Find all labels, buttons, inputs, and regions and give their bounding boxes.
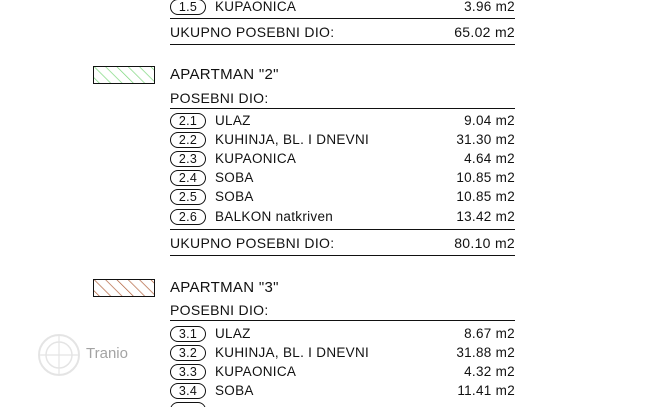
room-row: [170, 0, 515, 16]
room-name: KUHINJA, BL. I DNEVNI: [215, 132, 370, 147]
room-name: SOBA: [215, 170, 254, 185]
room-number-badge: 2.4: [170, 170, 206, 186]
divider: [170, 320, 515, 321]
room-area: 11.41 m2: [457, 383, 515, 398]
room-number-badge: 3.1: [170, 326, 206, 342]
room-number-badge: 2.6: [170, 209, 206, 225]
room-area: 4.64 m2: [464, 151, 515, 166]
room-area: 13.42 m2: [456, 209, 515, 224]
room-number-badge: 3.2: [170, 345, 206, 361]
total-label: UKUPNO POSEBNI DIO:: [170, 235, 335, 251]
room-name: ULAZ: [215, 113, 251, 128]
room-area: 31.30 m2: [456, 132, 515, 147]
apartment-2-title: APARTMAN "2": [170, 66, 279, 83]
room-area: 10.85 m2: [456, 170, 515, 185]
room-area: 3.96 m2: [464, 0, 515, 14]
room-name: SOBA: [215, 383, 254, 398]
watermark-logo-icon: [34, 332, 84, 378]
room-name: BALKON natkriven: [215, 209, 334, 224]
room-row: [170, 188, 515, 206]
divider: [170, 255, 515, 256]
room-row: [170, 150, 515, 168]
room-row: [170, 131, 515, 149]
room-number-badge: 1.5: [170, 0, 206, 15]
room-row: [170, 344, 515, 362]
room-area: 4.32 m2: [464, 364, 515, 379]
room-name: SOBA: [215, 189, 254, 204]
room-row: [170, 382, 515, 400]
room-row: [170, 169, 515, 187]
room-area: 9.04 m2: [464, 113, 515, 128]
room-number-badge: 2.3: [170, 151, 206, 167]
room-area: 10.85 m2: [456, 189, 515, 204]
watermark-text: Tranio: [86, 345, 128, 362]
room-number-badge: 3.3: [170, 364, 206, 380]
room-name: ULAZ: [215, 326, 251, 341]
total-value: 80.10 m2: [454, 235, 515, 251]
room-area: 8.67 m2: [464, 326, 515, 341]
room-area: 31.88 m2: [456, 345, 515, 360]
apartment-2-hatch-swatch: [93, 66, 155, 84]
room-row-cut-off: [170, 401, 515, 407]
room-number-badge: 3.4: [170, 383, 206, 399]
divider: [170, 18, 515, 19]
divider: [170, 229, 515, 230]
total-value: 65.02 m2: [454, 24, 515, 40]
room-number-badge: 2.2: [170, 132, 206, 148]
room-row: [170, 112, 515, 130]
room-name: KUPAONICA: [215, 151, 297, 166]
total-label: UKUPNO POSEBNI DIO:: [170, 24, 335, 40]
room-row: [170, 325, 515, 343]
apartment-3-subtitle: POSEBNI DIO:: [170, 302, 269, 318]
divider: [170, 108, 515, 109]
room-name: KUPAONICA: [215, 0, 297, 14]
room-name: KUPAONICA: [215, 364, 297, 379]
divider: [170, 44, 515, 45]
room-number-badge: 2.5: [170, 189, 206, 205]
room-row: [170, 363, 515, 381]
apartment-3-hatch-swatch: [93, 279, 155, 297]
room-number-badge: 2.1: [170, 113, 206, 129]
room-name: KUHINJA, BL. I DNEVNI: [215, 345, 370, 360]
apartment-3-title: APARTMAN "3": [170, 279, 279, 296]
room-number-badge: [170, 402, 206, 407]
apartment-2-subtitle: POSEBNI DIO:: [170, 90, 269, 106]
room-row: [170, 208, 515, 226]
